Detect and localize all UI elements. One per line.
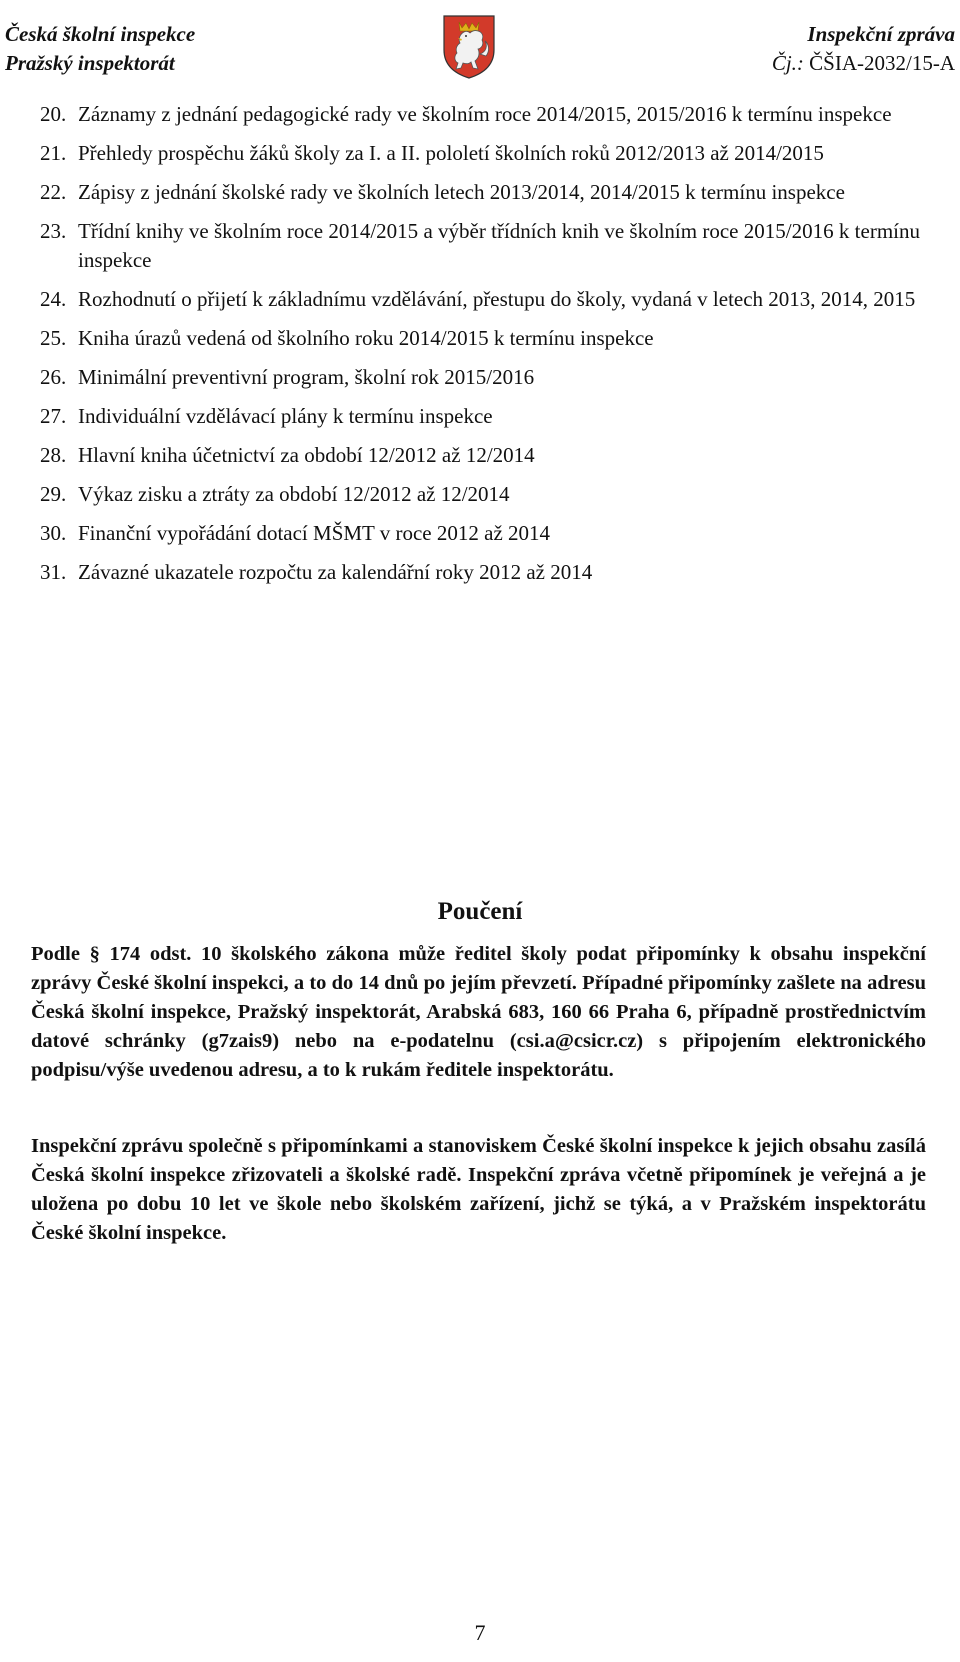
- list-item-number: 23.: [40, 219, 67, 243]
- list-item: [40, 217, 920, 275]
- list-item: [40, 480, 920, 509]
- section-heading-poucheni: Poučení: [437, 898, 523, 925]
- list-item-number: 29.: [40, 482, 67, 506]
- list-item: [40, 363, 920, 392]
- poucheni-paragraph-2: Inspekční zprávu společně s připomínkami a stanoviskem České školní inspekce k jejich obsahu zasílá Česká školní inspekce zřizovateli a školské radě. Inspekční zpráva včetně připomínek je veřejná a je uložena po dobu 10 let ve škole nebo školském zařízení, jichž se týká, a v Pražském inspektorátu České školní inspekce.: [31, 1135, 926, 1244]
- list-item: [40, 519, 920, 548]
- list-item-number: 21.: [40, 141, 67, 165]
- list-item-number: 24.: [40, 287, 67, 311]
- poucheni-paragraph-1: Podle § 174 odst. 10 školského zákona může ředitel školy podat připomínky k obsahu inspekční zprávy České školní inspekci, a to do 14 dnů po jejím převzetí. Případné připomínky zašlete na adresu Česká školní inspekce, Pražský inspektorát, Arabská 683, 160 66 Praha 6, případně prostřednictvím datové schránky (g7zais9) nebo na e-podatelnu (csi.a@csicr.cz) s připojením elektronického podpisu/výše uvedenou adresu, a to k rukám ředitele inspektorátu.: [31, 943, 926, 1081]
- list-item: [40, 441, 920, 470]
- list-item-text: Kniha úrazů vedená od školního roku 2014/2015 k termínu inspekce: [78, 326, 654, 350]
- list-item-number: 31.: [40, 560, 67, 584]
- list-item-text: Přehledy prospěchu žáků školy za I. a II. pololetí školních roků 2012/2013 až 2014/2015: [78, 141, 824, 165]
- list-item: [40, 285, 920, 314]
- list-item-text: Hlavní kniha účetnictví za období 12/2012 až 12/2014: [78, 443, 535, 467]
- list-item-text: Závazné ukazatele rozpočtu za kalendářní roky 2012 až 2014: [78, 560, 593, 584]
- list-item-number: 22.: [40, 180, 67, 204]
- reference-prefix: Čj.:: [771, 51, 804, 75]
- list-item-number: 26.: [40, 365, 67, 389]
- czech-lion-crest-icon: [442, 14, 496, 80]
- header-left: [5, 20, 195, 78]
- list-item-number: 20.: [40, 102, 67, 126]
- list-item-number: 28.: [40, 443, 67, 467]
- page-number: 7: [474, 1620, 486, 1645]
- list-item: [40, 178, 920, 207]
- list-item: [40, 558, 920, 587]
- reference-code: ČŠIA-2032/15-A: [803, 51, 955, 75]
- page-header: [0, 14, 960, 74]
- list-item-text: Individuální vzdělávací plány k termínu inspekce: [78, 404, 493, 428]
- header-inspectorate: Pražský inspektorát: [5, 51, 175, 75]
- list-item: [40, 402, 920, 431]
- list-item: [40, 139, 920, 168]
- header-right: [772, 20, 955, 78]
- list-item-text: Rozhodnutí o přijetí k základnímu vzdělávání, přestupu do školy, vydaná v letech 2013, 2014, 2015: [78, 287, 916, 311]
- list-item-text: Třídní knihy ve školním roce 2014/2015 a výběr třídních knih ve školním roce 2015/2016 k termínu inspekce: [78, 219, 920, 272]
- list-item: [40, 324, 920, 353]
- list-item-text: Finanční vypořádání dotací MŠMT v roce 2012 až 2014: [78, 521, 551, 545]
- document-list: [40, 100, 920, 597]
- list-item-number: 25.: [40, 326, 67, 350]
- list-item-text: Minimální preventivní program, školní rok 2015/2016: [78, 365, 535, 389]
- list-item-text: Záznamy z jednání pedagogické rady ve školním roce 2014/2015, 2015/2016 k termínu inspekce: [78, 102, 892, 126]
- list-item-text: Výkaz zisku a ztráty za období 12/2012 až 12/2014: [78, 482, 510, 506]
- list-item-number: 30.: [40, 521, 67, 545]
- list-item-text: Zápisy z jednání školské rady ve školních letech 2013/2014, 2014/2015 k termínu inspekce: [78, 180, 845, 204]
- list-item-number: 27.: [40, 404, 67, 428]
- list-item: [40, 100, 920, 129]
- header-reference-number: [772, 49, 955, 78]
- header-report-title: Inspekční zpráva: [807, 22, 955, 46]
- header-institution: Česká školní inspekce: [5, 22, 196, 46]
